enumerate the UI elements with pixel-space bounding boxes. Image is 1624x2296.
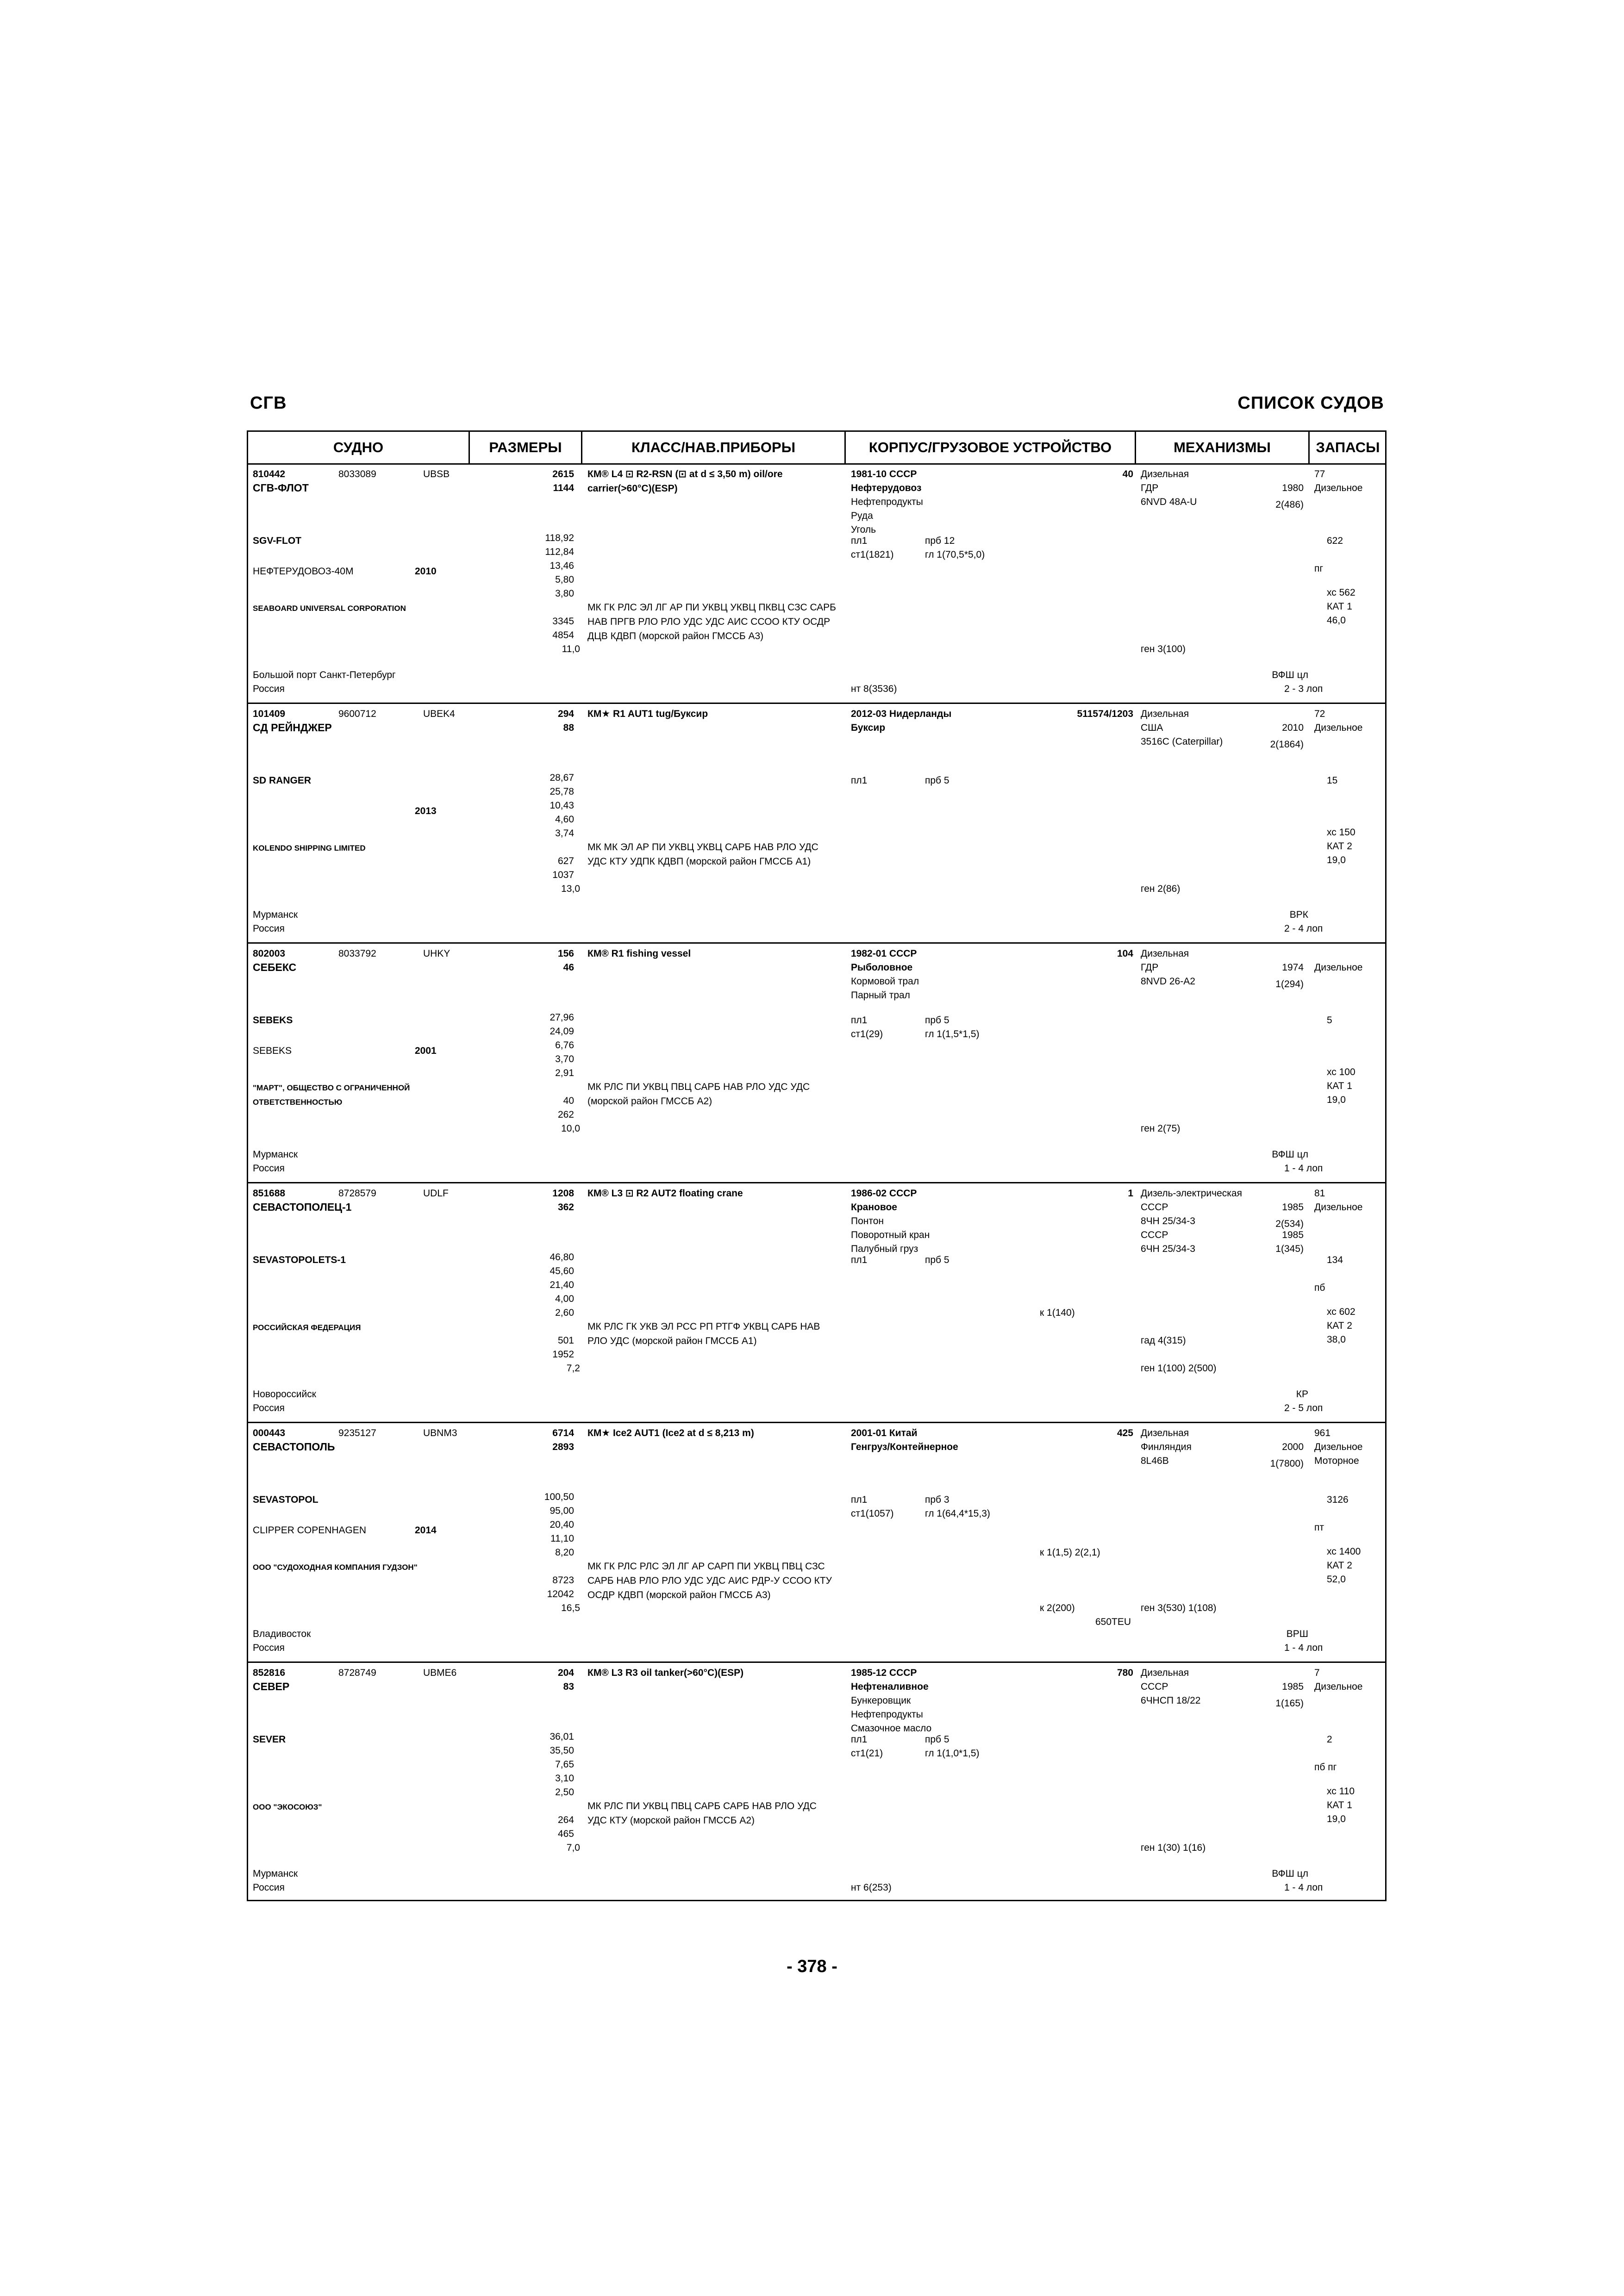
ship-dimension-value: 4,60 [555,814,574,825]
col-header-hull: КОРПУС/ГРУЗОВОЕ УСТРОЙСТВО [846,432,1136,463]
ship-dimension-value: 46,80 [550,1252,574,1263]
mech-country: ГДР [1141,483,1159,493]
ship-dimension-value: 1952 [552,1349,574,1360]
hull-type-line: Нефтеналивное [851,1681,929,1692]
mech-model: 6ЧНСП 18/22 [1141,1695,1201,1706]
hull-type-line: Парный трал [851,990,910,1001]
mech-year: 2010 [1282,722,1304,733]
stock-lop: 2 - 5 лоп [1284,1403,1323,1413]
ship-dimension-value: 3,74 [555,828,574,839]
mech-model-2: 6ЧН 25/34-3 [1141,1244,1195,1254]
ship-dimension-value: 118,92 [545,533,574,543]
stock-temp: 19,0 [1327,855,1346,865]
ship-dimension-value: 40 [563,1095,574,1106]
mech-generators: ген 2(86) [1141,884,1181,894]
ship-call-sign: UBEK4 [423,709,455,719]
ship-flag: Россия [253,1643,285,1653]
class-notation: КМ® L3 ⊡ R2 AUT2 floating crane [587,1188,743,1199]
stock-fuel: Дизельное [1314,483,1363,493]
stock-fuel: Дизельное [1314,1442,1363,1452]
hull-type-line: Бункеровщик [851,1695,911,1706]
ship-home-port: Мурманск [253,1149,298,1160]
ship-entry [248,1423,1385,1663]
ship-dimension-value: 16,5 [561,1603,580,1613]
hull-bulkheads: прб 5 [925,1015,949,1026]
ship-dimension-value: 3,80 [555,588,574,599]
ship-dimension-value: 501 [557,1335,574,1346]
ship-former-name: НЕФТЕРУДОВОЗ-40М [253,566,354,577]
ship-rebuild-year: 2014 [415,1525,437,1536]
hull-type-line: Буксир [851,722,886,733]
hull-holds: ст1(29) [851,1029,883,1039]
ship-dimension-value: 35,50 [550,1745,574,1756]
ship-name: СЕВЕР [253,1680,290,1692]
ship-reg-number: 101409 [253,709,286,719]
hull-type-line: Нефтепродукты [851,497,923,507]
ship-flag: Россия [253,1403,285,1413]
stock-kat: КАТ 1 [1327,601,1352,612]
stock-xs: хс 1400 [1327,1546,1361,1557]
ship-dimension-value: 7,2 [566,1363,580,1374]
ship-dimension-value: 5,80 [555,574,574,585]
mech-model: 6NVD 48A-U [1141,497,1197,507]
mech-type: Дизельная [1141,469,1189,479]
ship-owner: ООО "СУДОХОДНАЯ КОМПАНИЯ ГУДЗОН" [253,1563,418,1572]
mech-generators: ген 2(75) [1141,1123,1181,1134]
header-right: СПИСОК СУДОВ [1237,393,1384,413]
ships-table [247,430,1387,1901]
col-header-dims: РАЗМЕРЫ [470,432,582,463]
hull-holds: ст1(1057) [851,1508,894,1519]
ship-dimension-value: 10,43 [550,800,574,811]
hull-deck: пл1 [851,1494,868,1505]
class-notation: КМ® R1 fishing vessel [587,948,691,959]
hull-tanks: нт 8(3536) [851,684,897,694]
stock-temp: 19,0 [1327,1814,1346,1824]
ship-dimension-value: 2,91 [555,1068,574,1078]
ship-owner: "МАРТ", ОБЩЕСТВО С ОГРАНИЧЕННОЙ ОТВЕТСТВЕННОСТЬЮ [253,1083,410,1107]
ship-rebuild-year: 2013 [415,806,437,816]
hull-bulkheads: прб 5 [925,1734,949,1745]
stock-kat: КАТ 2 [1327,1320,1352,1331]
hull-bulkheads: прб 5 [925,1255,949,1265]
stock-fuel-qty: 5 [1327,1015,1332,1026]
stock-xs: хс 562 [1327,587,1355,598]
mech-generators: ген 3(530) 1(108) [1141,1603,1217,1613]
hull-yard-number: 425 [1117,1428,1133,1438]
ship-entry [248,1663,1385,1903]
ship-flag: Россия [253,923,285,934]
ship-dimension-value: 156 [557,948,574,959]
ship-latin-name: SEBEKS [253,1015,293,1026]
stock-top: 81 [1314,1188,1325,1199]
stock-lop: 2 - 4 лоп [1284,923,1323,934]
hull-type-line: Поворотный кран [851,1230,930,1240]
ship-dimension-value: 2,50 [555,1787,574,1798]
ship-entry [248,1183,1385,1423]
nav-equipment: МК РЛС ПИ УКВЦ ПВЦ САРБ НАВ РЛО УДС УДС (морской район ГМССБ А2) [587,1082,810,1107]
stock-lop: 2 - 3 лоп [1284,684,1323,694]
ship-dimension-value: 25,78 [550,786,574,797]
ship-dimension-value: 95,00 [550,1506,574,1516]
ship-dimension-value: 112,84 [545,547,574,557]
ship-imo: 8033792 [338,948,376,959]
stock-xs: хс 602 [1327,1307,1355,1317]
ship-dimension-value: 6714 [552,1428,574,1438]
mech-propeller: ВФШ цл [1272,670,1308,680]
ship-dimension-value: 28,67 [550,772,574,783]
mech-model: 8L46B [1141,1456,1169,1466]
ship-home-port: Большой порт Санкт-Петербург [253,670,396,680]
ship-dimension-value: 6,76 [555,1040,574,1051]
ship-reg-number: 852816 [253,1668,286,1678]
ship-call-sign: UHKY [423,948,450,959]
hull-build-info: 1985-12 СССР [851,1668,917,1678]
table-header [248,432,1385,465]
nav-equipment: МК ГК РЛС РЛС ЭЛ ЛГ АР САРП ПИ УКВЦ ПВЦ СЗС САРБ НАВ РЛО РЛО УДС УДС АИС РДР-У ССОО КТУ ОСДР КДВП (морской район ГМССБ А3) [587,1561,832,1600]
ship-latin-name: SEVASTOPOL [253,1494,319,1505]
hull-type-line: Палубный груз [851,1244,918,1254]
stock-fuel: Дизельное [1314,962,1363,973]
mech-propeller: КР [1296,1389,1308,1400]
ship-dimension-value: 4,00 [555,1294,574,1304]
ship-name: СЕВАСТОПОЛЕЦ-1 [253,1201,352,1213]
mech-generators: ген 1(100) 2(500) [1141,1363,1217,1374]
hull-yard-number: 780 [1117,1668,1133,1678]
mech-power: 1(165) [1275,1698,1304,1709]
ship-latin-name: SD RANGER [253,775,312,786]
ship-flag: Россия [253,684,285,694]
hull-type-line: Нефтерудовоз [851,483,922,493]
mech-country: США [1141,722,1163,733]
stock-xs: хс 110 [1327,1786,1355,1797]
ship-dimension-value: 11,10 [550,1533,574,1544]
hull-bulkheads: прб 5 [925,775,949,786]
mech-generators: ген 3(100) [1141,644,1186,654]
hull-type-line: Руда [851,510,873,521]
mech-country: Финляндия [1141,1442,1192,1452]
mech-year: 1974 [1282,962,1304,973]
class-notation: КМ★ Ice2 AUT1 (Ice2 at d ≤ 8,213 m) [587,1428,754,1438]
stock-fuel-qty: 622 [1327,535,1343,546]
hull-cranes-2: к 2(200) [1040,1603,1075,1613]
hull-deck: пл1 [851,535,868,546]
ship-call-sign: UBSB [423,469,450,479]
hull-bulkheads: прб 3 [925,1494,949,1505]
ship-dimension-value: 13,0 [561,884,580,894]
ship-name: СЕВАСТОПОЛЬ [253,1441,335,1453]
ship-dimension-value: 8,20 [555,1547,574,1558]
stock-type: пб [1314,1282,1325,1293]
hull-type-line: Понтон [851,1216,884,1226]
mech-propeller: ВРШ [1286,1629,1308,1639]
hull-holds: ст1(1821) [851,549,894,560]
hull-holds: ст1(21) [851,1748,883,1759]
ship-entry [248,464,1385,704]
ship-flag: Россия [253,1882,285,1893]
ship-imo: 9600712 [338,709,376,719]
ship-dimension-value: 36,01 [550,1731,574,1742]
stock-kat: КАТ 2 [1327,1560,1352,1571]
col-header-ship: СУДНО [248,432,470,463]
hull-build-info: 1981-10 СССР [851,469,917,479]
ship-dimension-value: 1037 [552,870,574,880]
ship-latin-name: SEVASTOPOLETS-1 [253,1255,346,1265]
ship-dimension-value: 2615 [552,469,574,479]
mech-model: 3516C (Caterpillar) [1141,736,1223,747]
mech-power-2: 1(345) [1275,1244,1304,1254]
mech-model: 8ЧН 25/34-3 [1141,1216,1195,1226]
ship-latin-name: SGV-FLOT [253,535,301,546]
stock-temp: 46,0 [1327,615,1346,626]
ship-dimension-value: 100,50 [544,1492,574,1502]
ship-dimension-value: 627 [557,856,574,866]
mech-year: 1985 [1282,1202,1304,1213]
ship-dimension-value: 45,60 [550,1266,574,1276]
stock-kat: КАТ 2 [1327,841,1352,852]
hull-deck: пл1 [851,1255,868,1265]
hull-teu: 650TEU [1095,1617,1131,1627]
nav-equipment: МК РЛС ПИ УКВЦ ПВЦ САРБ САРБ НАВ РЛО УДС УДС КТУ (морской район ГМССБ А2) [587,1801,817,1826]
nav-equipment: МК МК ЭЛ АР ПИ УКВЦ УКВЦ САРБ НАВ РЛО УДС УДС КТУ УДПК КДВП (морской район ГМССБ А1) [587,842,818,867]
stock-top: 961 [1314,1428,1331,1438]
stock-fuel: Дизельное [1314,1681,1363,1692]
stock-lop: 1 - 4 лоп [1284,1882,1323,1893]
header-left: СГВ [250,393,287,413]
mech-emergency-gen: гад 4(315) [1141,1335,1186,1346]
stock-type: пт [1314,1522,1324,1533]
stock-top: 72 [1314,709,1325,719]
class-notation: КМ® L3 R3 oil tanker(>60°C)(ESP) [587,1668,744,1678]
ship-dimension-value: 20,40 [550,1519,574,1530]
stock-lop: 1 - 4 лоп [1284,1163,1323,1174]
ship-reg-number: 851688 [253,1188,286,1199]
ship-dimension-value: 3345 [552,616,574,627]
hull-type-line: Смазочное масло [851,1723,932,1734]
mech-year: 1985 [1282,1681,1304,1692]
mech-model: 8NVD 26-A2 [1141,976,1195,987]
ship-dimension-value: 7,65 [555,1759,574,1770]
hull-hatches: гл 1(64,4*15,3) [925,1508,990,1519]
stock-top: 77 [1314,469,1325,479]
hull-yard-number: 1 [1128,1188,1133,1199]
ship-rebuild-year: 2010 [415,566,437,577]
stock-fuel-qty: 134 [1327,1255,1343,1265]
hull-yard-number: 104 [1117,948,1133,959]
ship-entry [248,704,1385,944]
ship-flag: Россия [253,1163,285,1174]
ship-dimension-value: 2,60 [555,1307,574,1318]
class-notation: КМ★ R1 AUT1 tug/Буксир [587,709,708,719]
hull-build-info: 2012-03 Нидерланды [851,709,952,719]
ship-dimension-value: 362 [557,1202,574,1213]
stock-fuel-qty: 2 [1327,1734,1332,1745]
mech-type: Дизельная [1141,1428,1189,1438]
nav-equipment: МК РЛС ГК УКВ ЭЛ РСС РП РТГФ УКВЦ САРБ НАВ РЛО УДС (морской район ГМССБ А1) [587,1321,820,1346]
mech-country: ГДР [1141,962,1159,973]
ship-name: СГВ-ФЛОТ [253,482,309,494]
stock-fuel-qty: 3126 [1327,1494,1349,1505]
ship-call-sign: UDLF [423,1188,449,1199]
ship-name: СД РЕЙНДЖЕР [253,722,332,734]
hull-type-line: Рыболовное [851,962,913,973]
mech-generators: ген 1(30) 1(16) [1141,1842,1206,1853]
ship-dimension-value: 83 [563,1681,574,1692]
ship-dimension-value: 294 [557,709,574,719]
hull-build-info: 1982-01 СССР [851,948,917,959]
stock-fuel: Дизельное [1314,722,1363,733]
stock-type: пб пг [1314,1762,1337,1773]
hull-hatches: гл 1(1,5*1,5) [925,1029,980,1039]
ship-dimension-value: 13,46 [550,560,574,571]
ship-dimension-value: 11,0 [562,644,580,654]
ship-imo: 8728749 [338,1668,376,1678]
hull-build-info: 1986-02 СССР [851,1188,917,1199]
mech-type: Дизельная [1141,948,1189,959]
ship-imo: 8728579 [338,1188,376,1199]
ship-owner: SEABOARD UNIVERSAL CORPORATION [253,604,406,613]
hull-type-line: Генгруз/Контейнерное [851,1442,958,1452]
ship-home-port: Владивосток [253,1629,311,1639]
nav-equipment: МК ГК РЛС ЭЛ ЛГ АР ПИ УКВЦ УКВЦ ПКВЦ СЗС САРБ НАВ ПРГВ РЛО РЛО УДС УДС АИС ССОО КТУ ОСДР ДЦВ КДВП (морской район ГМССБ А3) [587,602,836,641]
hull-hatches: гл 1(70,5*5,0) [925,549,985,560]
hull-deck: пл1 [851,1015,868,1026]
mech-year: 2000 [1282,1442,1304,1452]
ship-imo: 8033089 [338,469,376,479]
ship-dimension-value: 7,0 [566,1842,580,1853]
ship-reg-number: 810442 [253,469,286,479]
mech-country: СССР [1141,1681,1168,1692]
mech-propeller: ВФШ цл [1272,1868,1308,1879]
mech-year-2: 1985 [1282,1230,1304,1240]
hull-type-line: Нефтепродукты [851,1709,923,1720]
stock-fuel: Дизельное [1314,1202,1363,1213]
ship-call-sign: UBME6 [423,1668,457,1678]
class-notation: КМ® L4 ⊡ R2-RSN (⊡ at d ≤ 3,50 m) oil/ore carrier(>60°C)(ESP) [587,469,783,494]
mech-country-2: СССР [1141,1230,1168,1240]
hull-deck: пл1 [851,1734,868,1745]
hull-yard-number: 511574/1203 [1077,709,1133,719]
stock-temp: 38,0 [1327,1334,1346,1345]
hull-bulkheads: прб 12 [925,535,955,546]
stock-temp: 19,0 [1327,1095,1346,1105]
hull-hatches: гл 1(1,0*1,5) [925,1748,980,1759]
ship-dimension-value: 204 [557,1668,574,1678]
stock-type: пг [1314,563,1324,574]
ship-dimension-value: 88 [563,722,574,733]
mech-type: Дизель-электрическая [1141,1188,1242,1199]
ship-dimension-value: 1208 [552,1188,574,1199]
mech-power: 2(534) [1275,1219,1304,1229]
hull-cranes: к 1(1,5) 2(2,1) [1040,1547,1100,1558]
mech-type: Дизельная [1141,1668,1189,1678]
mech-type: Дизельная [1141,709,1189,719]
mech-power: 1(7800) [1270,1458,1304,1469]
stock-kat: КАТ 1 [1327,1800,1352,1811]
ship-reg-number: 000443 [253,1428,286,1438]
ship-reg-number: 802003 [253,948,286,959]
col-header-mech: МЕХАНИЗМЫ [1136,432,1310,463]
ship-dimension-value: 46 [563,962,574,973]
mech-power: 2(486) [1275,499,1304,510]
ship-dimension-value: 264 [557,1815,574,1825]
stock-xs: хс 100 [1327,1067,1355,1077]
mech-country: СССР [1141,1202,1168,1213]
hull-deck: пл1 [851,775,868,786]
stock-top: 7 [1314,1668,1320,1678]
stock-temp: 52,0 [1327,1574,1346,1585]
ship-entry [248,944,1385,1183]
stock-xs: хс 150 [1327,827,1355,838]
ship-owner: ООО "ЭКОСОЮЗ" [253,1803,322,1811]
stock-lop: 1 - 4 лоп [1284,1643,1323,1653]
ship-call-sign: UBNM3 [423,1428,457,1438]
ship-home-port: Мурманск [253,909,298,920]
mech-power: 1(294) [1275,979,1304,989]
ship-dimension-value: 10,0 [561,1123,580,1134]
hull-tanks: нт 6(253) [851,1882,892,1893]
ship-dimension-value: 4854 [552,630,574,641]
col-header-class: КЛАСС/НАВ.ПРИБОРЫ [582,432,846,463]
hull-yard-number: 40 [1122,469,1133,479]
ship-imo: 9235127 [338,1428,376,1438]
stock-fuel-qty: 15 [1327,775,1338,786]
hull-type-line: Кормовой трал [851,976,919,987]
hull-build-info: 2001-01 Китай [851,1428,918,1438]
ship-dimension-value: 8723 [552,1575,574,1586]
ship-home-port: Мурманск [253,1868,298,1879]
hull-type-line: Уголь [851,524,876,535]
ship-dimension-value: 3,70 [555,1054,574,1064]
stock-kat: КАТ 1 [1327,1081,1352,1091]
ship-name: СЕБЕКС [253,961,297,973]
ship-former-name: SEBEKS [253,1045,292,1056]
ship-dimension-value: 262 [557,1109,574,1120]
ship-dimension-value: 27,96 [550,1012,574,1023]
ship-dimension-value: 1144 [553,483,574,493]
ship-latin-name: SEVER [253,1734,286,1745]
ship-owner: РОССИЙСКАЯ ФЕДЕРАЦИЯ [253,1323,361,1332]
mech-year: 1980 [1282,483,1304,493]
ship-dimension-value: 3,10 [555,1773,574,1784]
ship-dimension-value: 24,09 [550,1026,574,1037]
page-number: - 378 - [787,1957,837,1976]
ship-former-name: CLIPPER COPENHAGEN [253,1525,367,1536]
ship-dimension-value: 2893 [552,1442,574,1452]
ship-owner: KOLENDO SHIPPING LIMITED [253,844,366,852]
hull-cranes: к 1(140) [1040,1307,1075,1318]
col-header-stock: ЗАПАСЫ [1316,439,1380,455]
ship-dimension-value: 21,40 [550,1280,574,1290]
ship-rebuild-year: 2001 [415,1045,437,1056]
mech-propeller: ВФШ цл [1272,1149,1308,1160]
stock-fuel-2: Моторное [1314,1456,1359,1466]
ship-dimension-value: 12042 [547,1589,574,1599]
ship-home-port: Новороссийск [253,1389,316,1400]
mech-power: 2(1864) [1270,739,1304,750]
ship-dimension-value: 465 [557,1829,574,1839]
hull-type-line: Крановое [851,1202,897,1213]
mech-propeller: ВРК [1289,909,1308,920]
